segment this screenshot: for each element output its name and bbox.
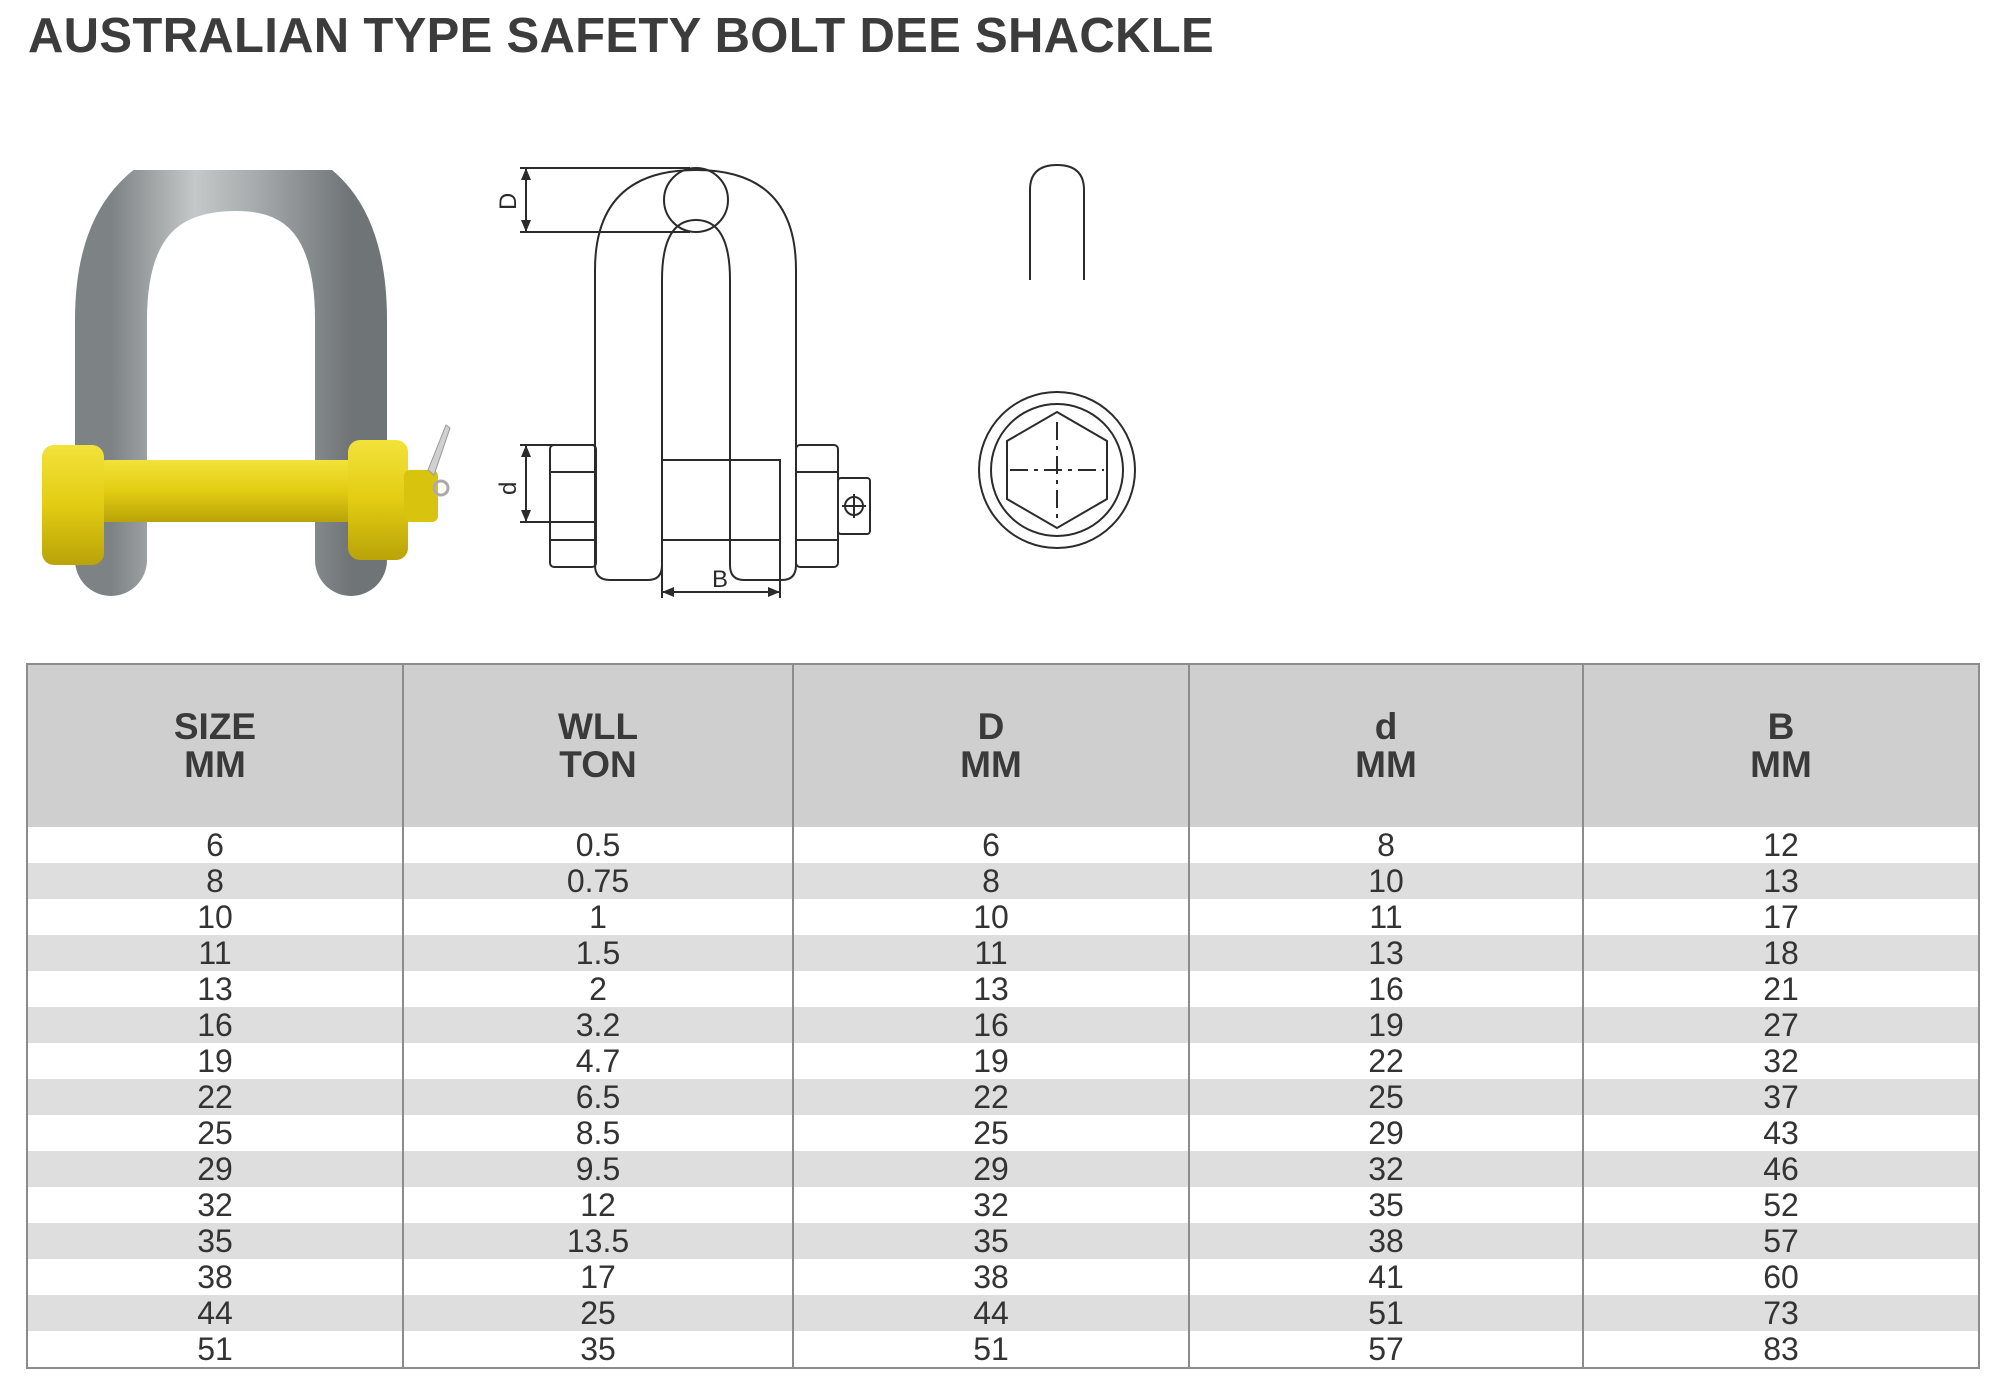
cell-d: 32 [1189,1151,1583,1187]
cell-D: 19 [793,1043,1189,1079]
cell-B: 52 [1583,1187,1979,1223]
cell-B: 43 [1583,1115,1979,1151]
header-wll: WLL TON [403,664,793,827]
header-row [27,664,1979,827]
cell-wll: 3.2 [403,1007,793,1043]
cell-B: 73 [1583,1295,1979,1331]
cell-wll: 12 [403,1187,793,1223]
page-title: AUSTRALIAN TYPE SAFETY BOLT DEE SHACKLE [28,9,1214,63]
dimension-label-d: d [495,481,522,495]
table-row [27,1331,1979,1368]
cell-size: 29 [27,1151,403,1187]
cell-size: 38 [27,1259,403,1295]
header-D: D MM [793,664,1189,827]
table-row [27,1295,1979,1331]
cell-size: 25 [27,1115,403,1151]
cell-D: 16 [793,1007,1189,1043]
cell-size: 32 [27,1187,403,1223]
cell-size: 35 [27,1223,403,1259]
cell-wll: 13.5 [403,1223,793,1259]
cell-d: 22 [1189,1043,1583,1079]
cell-B: 32 [1583,1043,1979,1079]
cell-size: 16 [27,1007,403,1043]
shackle-photo [36,170,456,610]
cell-D: 11 [793,935,1189,971]
cell-wll: 25 [403,1295,793,1331]
cell-wll: 1.5 [403,935,793,971]
cell-B: 18 [1583,935,1979,971]
cell-wll: 1 [403,899,793,935]
cell-D: 51 [793,1331,1189,1368]
header-B: B MM [1583,664,1979,827]
cell-D: 25 [793,1115,1189,1151]
cell-size: 11 [27,935,403,971]
technical-drawing [490,160,1190,620]
table-row [27,863,1979,899]
cell-d: 41 [1189,1259,1583,1295]
cell-d: 13 [1189,935,1583,971]
cell-D: 6 [793,827,1189,863]
table-row [27,935,1979,971]
cell-wll: 4.7 [403,1043,793,1079]
cell-D: 38 [793,1259,1189,1295]
cell-d: 29 [1189,1115,1583,1151]
cell-D: 13 [793,971,1189,1007]
cell-B: 46 [1583,1151,1979,1187]
cell-B: 21 [1583,971,1979,1007]
cell-D: 22 [793,1079,1189,1115]
table-row [27,1043,1979,1079]
dimension-label-D: D [495,192,522,210]
cell-size: 51 [27,1331,403,1368]
cell-B: 13 [1583,863,1979,899]
cell-size: 10 [27,899,403,935]
cell-wll: 2 [403,971,793,1007]
cell-size: 19 [27,1043,403,1079]
cell-d: 10 [1189,863,1583,899]
cell-D: 10 [793,899,1189,935]
cell-B: 12 [1583,827,1979,863]
table-row [27,1259,1979,1295]
table-row [27,1115,1979,1151]
table-row [27,1079,1979,1115]
cell-wll: 17 [403,1259,793,1295]
header-d: d MM [1189,664,1583,827]
cell-d: 35 [1189,1187,1583,1223]
cell-B: 37 [1583,1079,1979,1115]
cell-size: 44 [27,1295,403,1331]
table-row [27,899,1979,935]
cell-d: 11 [1189,899,1583,935]
cell-wll: 6.5 [403,1079,793,1115]
cell-B: 17 [1583,899,1979,935]
cell-wll: 0.75 [403,863,793,899]
table-row [27,827,1979,863]
cell-size: 22 [27,1079,403,1115]
table-row [27,1007,1979,1043]
cell-size: 6 [27,827,403,863]
cell-wll: 8.5 [403,1115,793,1151]
cell-wll: 0.5 [403,827,793,863]
cell-size: 8 [27,863,403,899]
table-row [27,1187,1979,1223]
cell-wll: 35 [403,1331,793,1368]
header-size: SIZE MM [27,664,403,827]
cell-D: 32 [793,1187,1189,1223]
cell-d: 19 [1189,1007,1583,1043]
cell-B: 60 [1583,1259,1979,1295]
cell-d: 51 [1189,1295,1583,1331]
cell-wll: 9.5 [403,1151,793,1187]
cell-D: 29 [793,1151,1189,1187]
cell-D: 8 [793,863,1189,899]
table-row [27,1223,1979,1259]
cell-d: 16 [1189,971,1583,1007]
cell-d: 57 [1189,1331,1583,1368]
cell-D: 44 [793,1295,1189,1331]
cell-size: 13 [27,971,403,1007]
table-row [27,971,1979,1007]
table-row [27,1151,1979,1187]
cell-d: 8 [1189,827,1583,863]
dimension-label-B: B [712,566,729,593]
cell-B: 27 [1583,1007,1979,1043]
cell-d: 38 [1189,1223,1583,1259]
specification-table [26,663,1980,1369]
cell-d: 25 [1189,1079,1583,1115]
cell-B: 83 [1583,1331,1979,1368]
cell-B: 57 [1583,1223,1979,1259]
cell-D: 35 [793,1223,1189,1259]
